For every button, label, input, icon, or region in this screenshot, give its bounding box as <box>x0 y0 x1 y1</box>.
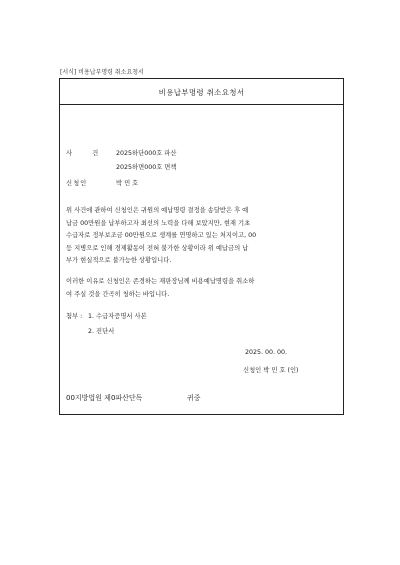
attachment-item: 2. 진단서 <box>88 328 115 335</box>
case-label: 사 건 <box>66 150 108 157</box>
case-number-bankruptcy: 2025하단000호 파산 <box>116 150 177 157</box>
title-area <box>60 79 343 105</box>
body-line: 수급자로 정부보조금 00만원으로 생계를 연명하고 있는 처지이고, 00 <box>66 232 257 239</box>
document-date: 2025. 00. 00. <box>245 349 288 356</box>
form-label: [서식] 비용납부명령 취소요청서 <box>60 69 144 76</box>
body-line: 납금 00만원을 납부하고자 최선의 노력을 다해 보았지만, 현재 기초 <box>66 219 251 227</box>
document-title: 비용납부명령 취소요청서 <box>158 88 245 97</box>
attachment-item: 1. 수급자증명서 사본 <box>88 313 147 320</box>
document-box <box>59 78 344 415</box>
body-line: 부가 현실적으로 불가능한 상황입니다. <box>66 257 172 264</box>
attachments-label: 첨부 : <box>66 313 83 320</box>
body-paragraph-1 <box>66 205 338 268</box>
body-line: 여 주실 것을 간곡히 청하는 바입니다. <box>66 290 170 298</box>
body-line: 위 사건에 관하여 신청인은 귀원의 예납명령 결정을 송달받은 후 예 <box>66 207 249 214</box>
body-line: 이러한 이유로 신청인은 존경하는 재판장님께 비용예납명령을 취소하 <box>66 278 255 285</box>
applicant-name: 박 민 호 <box>116 180 139 187</box>
court-suffix: 귀중 <box>187 394 201 402</box>
body-line: 등 지병으로 인해 경제활동이 전혀 불가한 상황이라 위 예납금의 납 <box>66 244 249 252</box>
applicant-label: 신청인 <box>66 180 88 187</box>
body-paragraph-2 <box>66 276 338 301</box>
court-name: 00지방법원 제0파산단독 <box>66 394 143 402</box>
case-number-discharge: 2025하면000호 면책 <box>116 164 177 171</box>
applicant-signature: 신청인 박 민 호 (인) <box>243 367 299 374</box>
